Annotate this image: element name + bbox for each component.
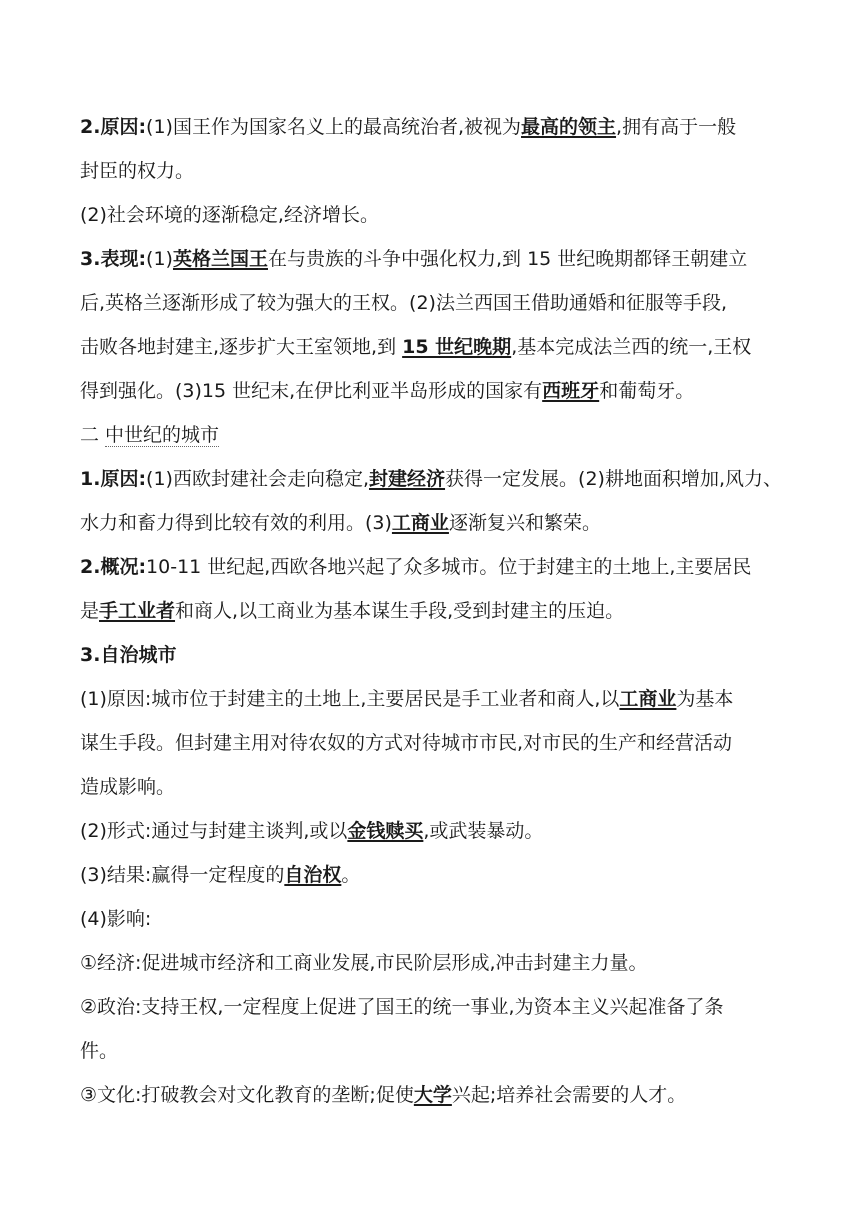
text-segment: ①经济:促进城市经济和工商业发展,市民阶层形成,冲击封建主力量。 (80, 952, 648, 974)
text-line (80, 413, 800, 457)
key-term: 自治权 (284, 864, 342, 886)
text-line (80, 369, 800, 413)
text-segment: ②政治:支持王权,一定程度上促进了国王的统一事业,为资本主义兴起准备了条 (80, 996, 724, 1018)
text-segment: 谋生手段。但封建主用对待农奴的方式对待城市市民,对市民的生产和经营活动 (80, 732, 733, 754)
bold-label: 3.表现: (80, 248, 147, 270)
text-segment: 是 (80, 600, 100, 622)
text-segment: 。 (341, 864, 361, 886)
bold-label: 1.原因: (80, 468, 147, 490)
text-segment: 和商人,以工商业为基本谋生手段,受到封建主的压迫。 (175, 600, 625, 622)
key-term: 西班牙 (542, 380, 600, 402)
text-line (80, 281, 800, 325)
document-body (80, 105, 800, 1117)
key-term: 工商业 (619, 688, 677, 710)
text-line (80, 765, 800, 809)
text-segment: 和葡萄牙。 (599, 380, 695, 402)
text-line (80, 897, 800, 941)
text-line (80, 721, 800, 765)
text-segment: 兴起;培养社会需要的人才。 (451, 1084, 687, 1106)
key-term: 封建经济 (369, 468, 446, 490)
text-segment: (1)国王作为国家名义上的最高统治者,被视为 (146, 116, 522, 138)
text-segment: (4)影响: (80, 908, 152, 930)
text-line (80, 941, 800, 985)
text-segment: 二 (80, 424, 106, 446)
text-segment: 10-11 世纪起,西欧各地兴起了众多城市。位于封建主的土地上,主要居民 (146, 556, 752, 578)
key-term: 15 世纪晚期 (402, 336, 512, 358)
text-line (80, 589, 800, 633)
text-segment: ③文化:打破教会对文化教育的垄断;促使 (80, 1084, 414, 1106)
text-line (80, 105, 800, 149)
key-term: 最高的领主 (521, 116, 617, 138)
key-term: 金钱赎买 (347, 820, 424, 842)
key-term: 英格兰国王 (172, 248, 268, 270)
text-segment: 击败各地封建主,逐步扩大王室领地,到 (80, 336, 403, 358)
text-segment: 逐渐复兴和繁荣。 (448, 512, 601, 534)
text-segment: (3)结果:赢得一定程度的 (80, 864, 285, 886)
text-line (80, 237, 800, 281)
text-segment: 封臣的权力。 (80, 160, 195, 182)
text-line (80, 853, 800, 897)
text-segment: ,或武装暴动。 (423, 820, 544, 842)
section-heading: 中世纪的城市 (105, 424, 220, 446)
bold-label: 2.概况: (80, 556, 147, 578)
text-segment: (1)西欧封建社会走向稳定, (146, 468, 370, 490)
text-segment: ,拥有高于一般 (616, 116, 737, 138)
text-segment: (2)形式:通过与封建主谈判,或以 (80, 820, 348, 842)
text-line (80, 1029, 800, 1073)
text-line (80, 985, 800, 1029)
text-line (80, 1073, 800, 1117)
key-term: 工商业 (391, 512, 449, 534)
text-line (80, 149, 800, 193)
bold-label: 2.原因: (80, 116, 147, 138)
key-term: 手工业者 (99, 600, 176, 622)
text-segment: ,基本完成法兰西的统一,王权 (511, 336, 752, 358)
text-segment: 在与贵族的斗争中强化权力,到 15 世纪晚期都铎王朝建立 (267, 248, 748, 270)
text-line (80, 501, 800, 545)
text-line (80, 633, 800, 677)
text-line (80, 325, 800, 369)
text-segment: 后,英格兰逐渐形成了较为强大的王权。(2)法兰西国王借助通婚和征服等手段, (80, 292, 727, 314)
key-term: 大学 (413, 1084, 452, 1106)
text-line (80, 457, 800, 501)
text-line (80, 545, 800, 589)
text-segment: 件。 (80, 1040, 119, 1062)
text-segment: 得到强化。(3)15 世纪末,在伊比利亚半岛形成的国家有 (80, 380, 543, 402)
text-segment: 水力和畜力得到比较有效的利用。(3) (80, 512, 392, 534)
text-line (80, 809, 800, 853)
text-segment: 获得一定发展。(2)耕地面积增加,风力、 (445, 468, 782, 490)
text-line (80, 193, 800, 237)
bold-label: 3.自治城市 (80, 644, 177, 666)
text-segment: (2)社会环境的逐渐稳定,经济增长。 (80, 204, 379, 226)
text-segment: (1)原因:城市位于封建主的土地上,主要居民是手工业者和商人,以 (80, 688, 620, 710)
text-segment: 造成影响。 (80, 776, 176, 798)
text-line (80, 677, 800, 721)
text-segment: 为基本 (676, 688, 734, 710)
text-segment: (1) (146, 248, 173, 270)
